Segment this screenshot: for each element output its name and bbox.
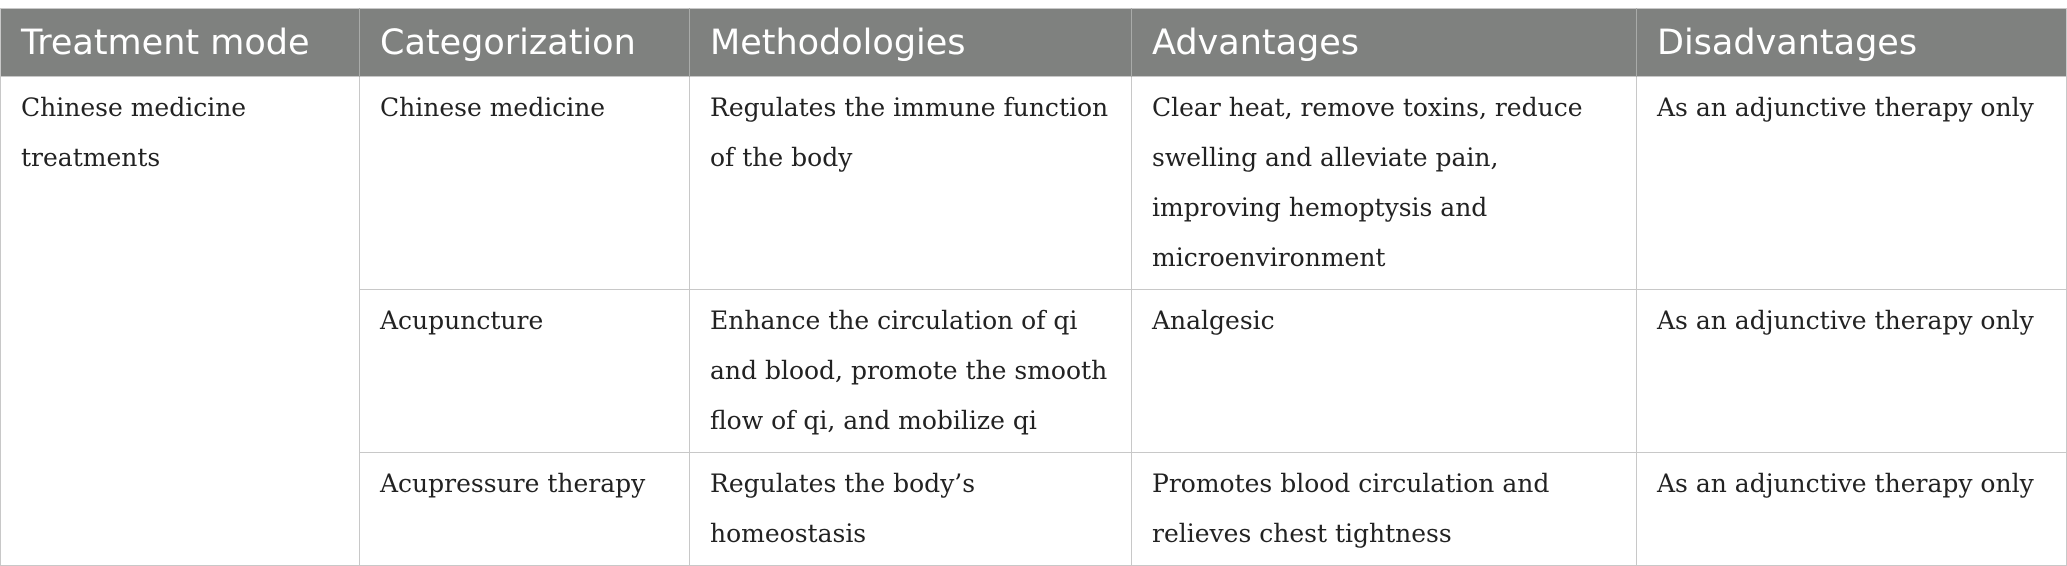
advantages-cell: Promotes blood circulation and relieves chest tightness — [1132, 453, 1637, 566]
methodologies-cell: Regulates the immune function of the body — [690, 77, 1132, 290]
header-disadvantages: Disadvantages — [1637, 9, 2067, 77]
methodologies-cell: Regulates the body’s homeostasis — [690, 453, 1132, 566]
treatment-table — [0, 8, 2067, 566]
disadvantages-cell: As an adjunctive therapy only — [1637, 77, 2067, 290]
disadvantages-cell: As an adjunctive therapy only — [1637, 290, 2067, 453]
categorization-cell: Acupuncture — [360, 290, 690, 453]
advantages-cell: Clear heat, remove toxins, reduce swelling and alleviate pain, improving hemoptysis and microenvironment — [1132, 77, 1637, 290]
header-methodologies: Methodologies — [690, 9, 1132, 77]
disadvantages-cell: As an adjunctive therapy only — [1637, 453, 2067, 566]
header-categorization: Categorization — [360, 9, 690, 77]
methodologies-cell: Enhance the circulation of qi and blood, promote the smooth flow of qi, and mobilize qi — [690, 290, 1132, 453]
table-row — [1, 77, 2067, 290]
categorization-cell: Acupressure therapy — [360, 453, 690, 566]
advantages-cell: Analgesic — [1132, 290, 1637, 453]
header-row — [1, 9, 2067, 77]
categorization-cell: Chinese medicine — [360, 77, 690, 290]
header-treatment-mode: Treatment mode — [1, 9, 360, 77]
header-advantages: Advantages — [1132, 9, 1637, 77]
treatment-mode-cell: Chinese medicine treatments — [1, 77, 360, 566]
